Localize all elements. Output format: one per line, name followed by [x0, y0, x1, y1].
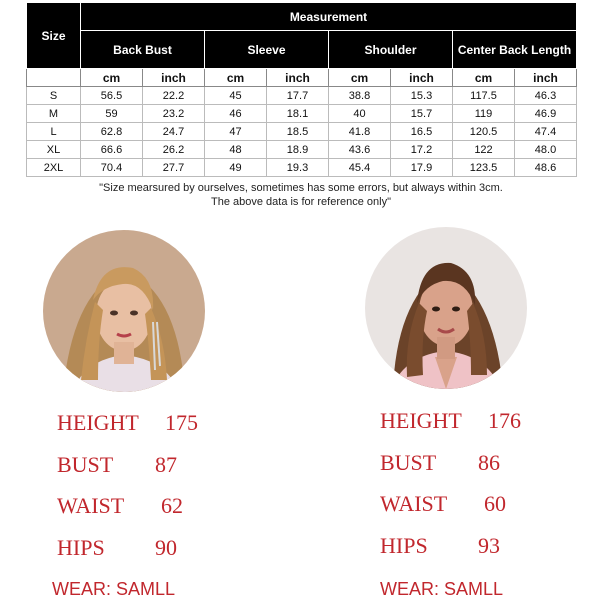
size-header: Size [27, 3, 81, 69]
value-cell: 48.6 [515, 159, 577, 177]
value-cell: 23.2 [143, 105, 205, 123]
value-cell: 26.2 [143, 141, 205, 159]
value-cell: 43.6 [329, 141, 391, 159]
value-cell: 66.6 [81, 141, 143, 159]
waist-label: WAIST [380, 491, 448, 516]
size-cell: M [27, 105, 81, 123]
unit-header: cm [453, 69, 515, 87]
size-cell: XL [27, 141, 81, 159]
model-1-hips [57, 535, 177, 561]
table-row [27, 159, 577, 177]
height-label: HEIGHT [57, 410, 139, 435]
value-cell: 18.1 [267, 105, 329, 123]
value-cell: 18.5 [267, 123, 329, 141]
model-1-wear: WEAR: SAMLL [52, 579, 176, 599]
hips-value: 93 [478, 533, 500, 558]
model-2-wear: WEAR: SAMLL [380, 579, 504, 599]
value-cell: 59 [81, 105, 143, 123]
unit-header: inch [267, 69, 329, 87]
waist-label: WAIST [57, 493, 125, 518]
hips-label: HIPS [380, 533, 428, 558]
value-cell: 15.7 [391, 105, 453, 123]
bust-value: 87 [155, 452, 177, 477]
value-cell: 40 [329, 105, 391, 123]
table-row [27, 105, 577, 123]
size-note [26, 181, 576, 209]
table-row [27, 141, 577, 159]
value-cell: 47.4 [515, 123, 577, 141]
value-cell: 49 [205, 159, 267, 177]
height-label: HEIGHT [380, 408, 462, 433]
table-row [27, 123, 577, 141]
sleeve-header: Sleeve [205, 31, 329, 69]
value-cell: 62.8 [81, 123, 143, 141]
model-1-height [57, 410, 198, 436]
value-cell: 17.2 [391, 141, 453, 159]
value-cell: 17.7 [267, 87, 329, 105]
value-cell: 45.4 [329, 159, 391, 177]
back-bust-header: Back Bust [81, 31, 205, 69]
value-cell: 48.0 [515, 141, 577, 159]
table-row [27, 87, 577, 105]
model-2-waist [380, 491, 506, 517]
bust-label: BUST [57, 452, 114, 477]
units-spacer [27, 69, 81, 87]
value-cell: 38.8 [329, 87, 391, 105]
bust-value: 86 [478, 450, 500, 475]
shoulder-header: Shoulder [329, 31, 453, 69]
unit-header: cm [205, 69, 267, 87]
value-cell: 120.5 [453, 123, 515, 141]
note-line-1: "Size mearsured by ourselves, sometimes has some errors, but always within 3cm. [99, 182, 503, 194]
model-2-height [380, 408, 521, 434]
size-chart-table [26, 2, 577, 177]
value-cell: 16.5 [391, 123, 453, 141]
value-cell: 122 [453, 141, 515, 159]
size-cell: S [27, 87, 81, 105]
value-cell: 41.8 [329, 123, 391, 141]
value-cell: 24.7 [143, 123, 205, 141]
waist-value: 62 [161, 493, 183, 518]
center-back-length-header: Center Back Length [453, 31, 577, 69]
value-cell: 47 [205, 123, 267, 141]
height-value: 176 [488, 408, 521, 433]
value-cell: 123.5 [453, 159, 515, 177]
model-photo-2 [365, 227, 527, 389]
size-cell: 2XL [27, 159, 81, 177]
value-cell: 46.3 [515, 87, 577, 105]
hips-label: HIPS [57, 535, 105, 560]
size-cell: L [27, 123, 81, 141]
value-cell: 15.3 [391, 87, 453, 105]
hips-value: 90 [155, 535, 177, 560]
measurement-header: Measurement [81, 3, 577, 31]
value-cell: 70.4 [81, 159, 143, 177]
height-value: 175 [165, 410, 198, 435]
value-cell: 119 [453, 105, 515, 123]
bust-label: BUST [380, 450, 437, 475]
value-cell: 45 [205, 87, 267, 105]
unit-header: inch [143, 69, 205, 87]
value-cell: 19.3 [267, 159, 329, 177]
value-cell: 17.9 [391, 159, 453, 177]
value-cell: 48 [205, 141, 267, 159]
unit-header: cm [81, 69, 143, 87]
unit-header: inch [515, 69, 577, 87]
unit-header: inch [391, 69, 453, 87]
value-cell: 46 [205, 105, 267, 123]
value-cell: 22.2 [143, 87, 205, 105]
model-1-waist [57, 493, 183, 519]
unit-header: cm [329, 69, 391, 87]
value-cell: 27.7 [143, 159, 205, 177]
note-line-2: The above data is for reference only" [210, 196, 391, 208]
waist-value: 60 [484, 491, 506, 516]
model-1-bust [57, 452, 177, 478]
value-cell: 117.5 [453, 87, 515, 105]
value-cell: 56.5 [81, 87, 143, 105]
model-photo-1 [43, 230, 205, 392]
model-2-bust [380, 450, 500, 476]
value-cell: 18.9 [267, 141, 329, 159]
value-cell: 46.9 [515, 105, 577, 123]
model-2-hips [380, 533, 500, 559]
